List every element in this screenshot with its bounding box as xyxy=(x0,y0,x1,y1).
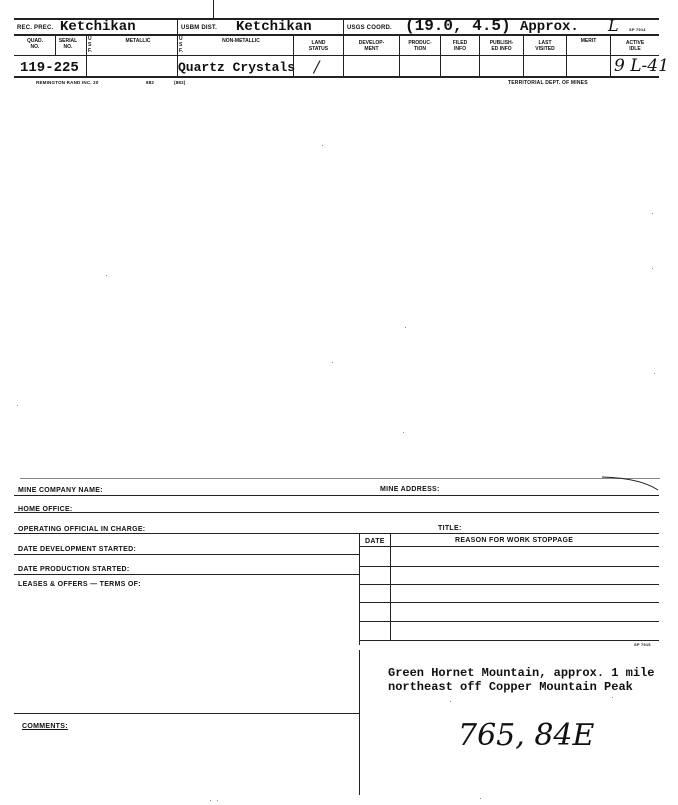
usbm-dist-label: USBM DIST. xyxy=(181,25,218,31)
date-column-header: DATE xyxy=(365,538,385,545)
col-filed-info: FILED INFO xyxy=(452,40,468,52)
location-note-line-1: Green Hornet Mountain, approx. 1 mile xyxy=(388,666,655,680)
form-number: SP 7914 xyxy=(629,27,646,32)
col-quad-no: QUAD. NO. xyxy=(26,38,44,50)
mine-company-name-label: MINE COMPANY NAME: xyxy=(18,487,103,494)
leases-offers-label: LEASES & OFFERS — TERMS OF: xyxy=(18,581,141,588)
col-usf-2: U S F. xyxy=(179,36,183,54)
col-merit: MERIT xyxy=(580,38,597,44)
form-code: SP 7915 xyxy=(634,642,651,647)
date-production-started-label: DATE PRODUCTION STARTED: xyxy=(18,566,130,573)
printer-code: 882 xyxy=(146,80,155,85)
usbm-dist-value: Ketchikan xyxy=(236,19,312,35)
header-col-rule xyxy=(14,55,659,56)
mine-address-label: MINE ADDRESS: xyxy=(380,486,440,493)
col-last-visited: LAST VISITED xyxy=(535,40,555,52)
printer-code-2: (882) xyxy=(174,80,186,85)
home-office-label: HOME OFFICE: xyxy=(18,506,73,513)
rec-prec-label: REC. PREC. xyxy=(17,25,54,31)
printer-credit: REMINGTON RAND INC. 20 xyxy=(36,80,99,85)
rec-prec-value: Ketchikan xyxy=(60,19,136,35)
usgs-coord-qualifier: Approx. xyxy=(520,19,579,35)
title-label: TITLE: xyxy=(438,525,462,532)
form-top-curve xyxy=(600,474,660,494)
col-development: DEVELOP- MENT xyxy=(358,40,385,52)
col-production: PRODUC- TION xyxy=(408,40,432,52)
active-idle-mark: 9 L-41 xyxy=(614,56,669,76)
col-land-status: LAND STATUS xyxy=(308,40,329,52)
date-development-started-label: DATE DEVELOPMENT STARTED: xyxy=(18,546,137,553)
non-metallic-value: Quartz Crystals xyxy=(178,60,296,75)
col-published-info: PUBLISH- ED INFO xyxy=(489,40,514,52)
col-usf: U S F. xyxy=(88,36,92,54)
operating-official-label: OPERATING OFFICIAL IN CHARGE: xyxy=(18,526,146,533)
col-metallic: METALLIC xyxy=(125,38,151,44)
usgs-coord-value: (19.0, 4.5) xyxy=(405,17,511,35)
col-serial-no: SERIAL NO. xyxy=(58,38,78,50)
col-active-idle: ACTIVE IDLE xyxy=(625,40,645,52)
department-credit: TERRITORIAL DEPT. OF MINES xyxy=(508,80,588,86)
quad-serial-value: 119-225 xyxy=(20,60,79,76)
reason-column-header: REASON FOR WORK STOPPAGE xyxy=(455,537,574,544)
location-note-line-2: northeast off Copper Mountain Peak xyxy=(388,680,633,694)
col-non-metallic: NON-METALLIC xyxy=(222,38,260,44)
usgs-coord-label: USGS COORD. xyxy=(347,25,392,31)
comments-label: COMMENTS: xyxy=(22,723,68,730)
letter-mark: L xyxy=(608,16,619,35)
land-status-mark: / xyxy=(314,57,320,76)
top-tick xyxy=(213,0,214,18)
handwritten-reference: 765, 84E xyxy=(458,718,595,753)
header-bottom-rule xyxy=(14,76,659,78)
